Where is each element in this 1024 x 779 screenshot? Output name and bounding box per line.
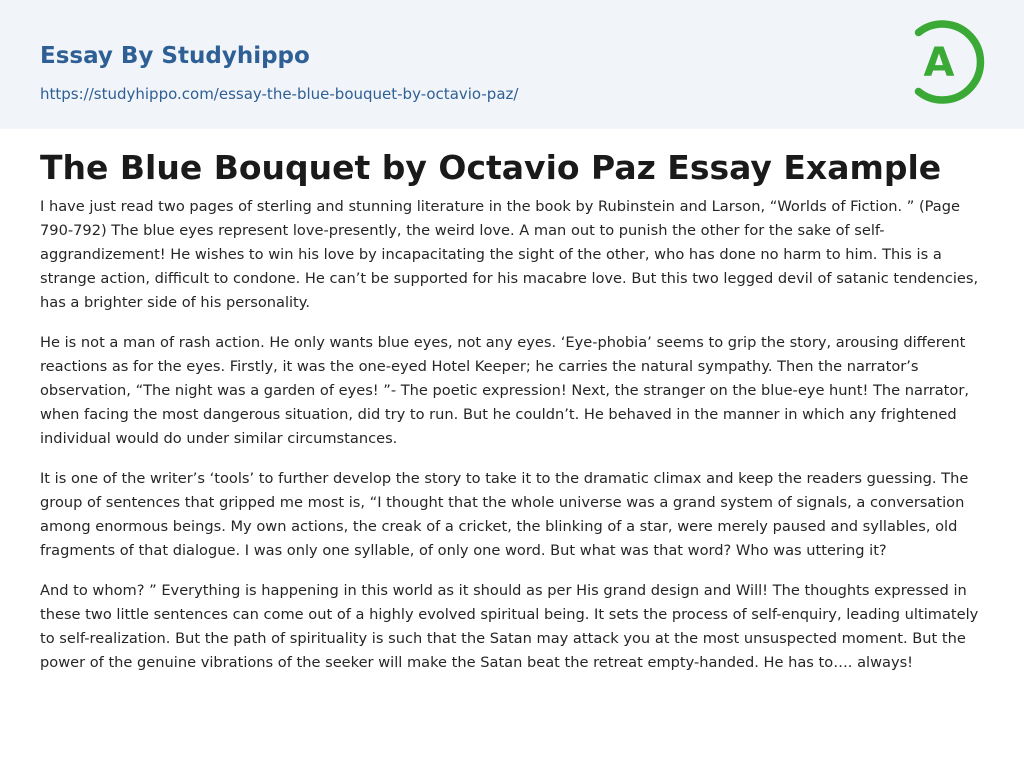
logo-letter: A <box>923 40 955 86</box>
paragraph: I have just read two pages of sterling and stunning literature in the book by Rubinstein and Larson, “Worlds of Fiction. ” (Page 790-792) The blue eyes represent love-presently, the weird love. A man out to punish the other for the sake of self-aggrandizement! He wishes to win his love by incapacitating the sight of the other, who has done no harm to him. This is a strange action, difficult to condone. He can’t be supported for his macabre love. But this two legged devil of satanic tendencies, has a brighter side of his personality. <box>40 198 979 311</box>
paragraph: He is not a man of rash action. He only wants blue eyes, not any eyes. ‘Eye-phobia’ seems to grip the story, arousing different reactions as for the eyes. Firstly, it was the one-eyed Hotel Keeper; he carries the natural sympathy. Then the narrator’s observation, “The night was a garden of eyes! ”- The poetic expression! Next, the stranger on the blue-eye hunt! The narrator, when facing the most dangerous situation, did try to run. But he couldn’t. He behaved in the manner in which any frightened individual would do under similar circumstances. <box>40 334 969 447</box>
paragraph: And to whom? ” Everything is happening in this world as it should as per His grand design and Will! The thoughts expressed in these two little sentences can come out of a highly evolved spiritual being. It sets the process of self-enquiry, leading ultimately to self-realization. But the path of spirituality is such that the Satan may attack you at the most unsuspected moment. But the power of the genuine vibrations of the seeker will make the Satan beat the retreat empty-handed. He has to…. always! <box>40 582 979 671</box>
paragraph: It is one of the writer’s ‘tools’ to further develop the story to take it to the dramatic climax and keep the readers guessing. The group of sentences that gripped me most is, “I thought that the whole universe was a grand system of signals, a conversation among enormous beings. My own actions, the creak of a cricket, the blinking of a star, were merely paused and syllables, old fragments of that dialogue. I was only one syllable, of only one word. But what was that word? Who was uttering it? <box>40 470 969 559</box>
site-header <box>0 0 1024 129</box>
page-title: The Blue Bouquet by Octavio Paz Essay Example <box>40 148 942 187</box>
page-url-link[interactable]: https://studyhippo.com/essay-the-blue-bouquet-by-octavio-paz/ <box>40 85 519 103</box>
studyhippo-logo-icon[interactable] <box>898 18 986 106</box>
site-title[interactable]: Essay By Studyhippo <box>40 43 310 69</box>
article-body <box>40 195 984 691</box>
